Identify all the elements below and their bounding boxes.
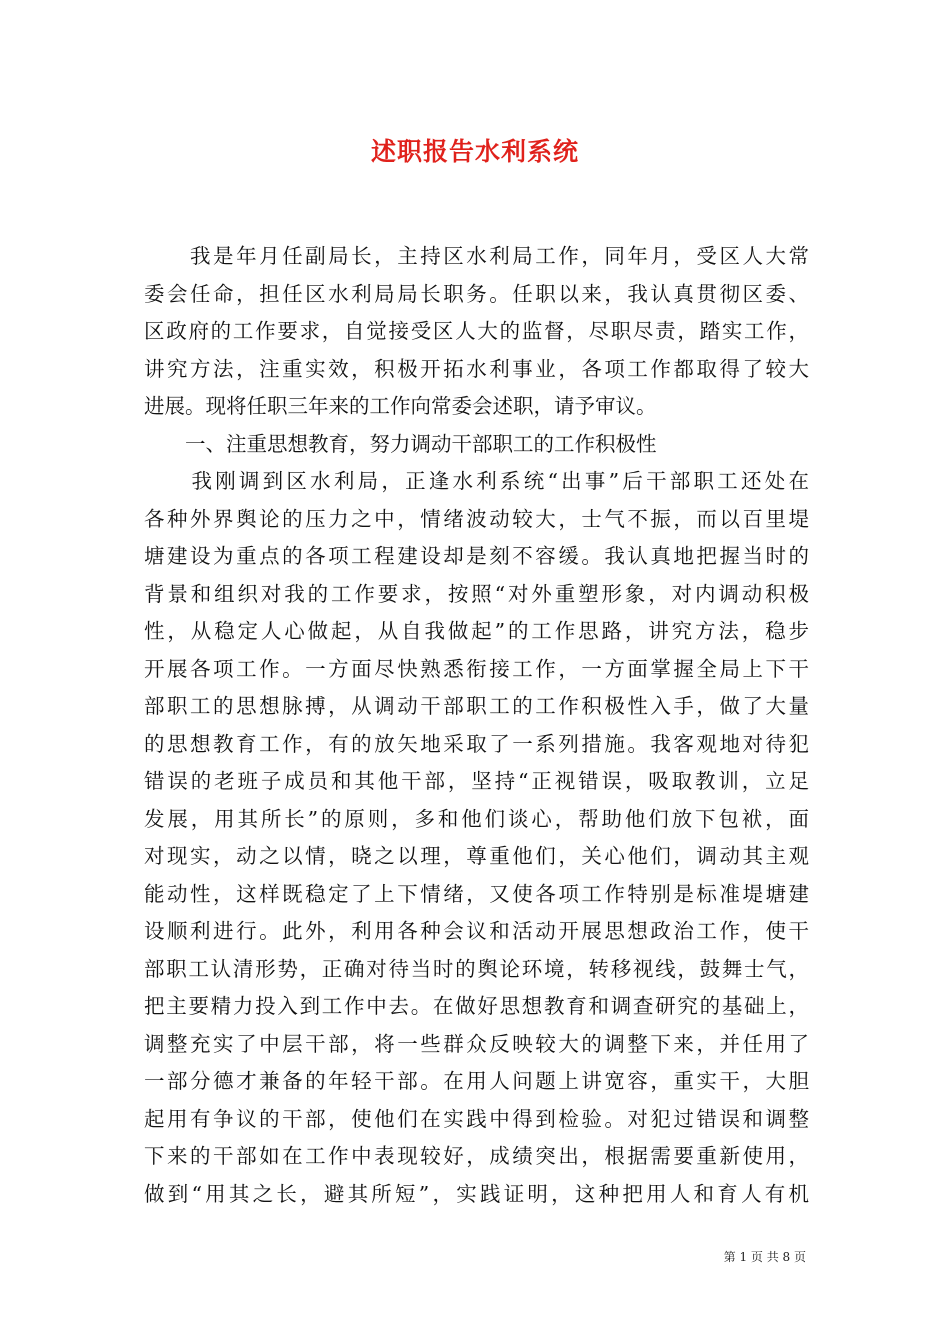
body-line: 设顺利进行。此外，利用各种会议和活动开展思想政治工作，使干 [144,919,809,943]
body-line: 下来的干部如在工作中表现较好，成绩突出，根据需要重新使用， [144,1144,809,1168]
body-line: 性，从稳定人心做起，从自我做起”的工作思路，讲究方法，稳步 [144,619,809,643]
body-line: 起用有争议的干部，使他们在实践中得到检验。对犯过错误和调整 [144,1106,809,1131]
body-line: 我刚调到区水利局，正逢水利系统“出事”后干部职工还处在 [144,469,809,493]
body-line: 进展。现将任职三年来的工作向常委会述职，请予审议。 [144,394,657,418]
document-title: 述职报告水利系统 [370,137,579,166]
body-line: 塘建设为重点的各项工程建设却是刻不容缓。我认真地把握当时的 [144,544,809,568]
body-line: 开展各项工作。一方面尽快熟悉衔接工作，一方面掌握全局上下干 [144,656,809,681]
body-line: 部职工的思想脉搏，从调动干部职工的工作积极性入手，做了大量 [144,694,809,718]
section-heading: 一、注重思想教育，努力调动干部职工的工作积极性 [144,431,657,456]
body-line: 对现实，动之以情，晓之以理，尊重他们，关心他们，调动其主观 [144,844,809,868]
body-line: 背景和组织对我的工作要求，按照“对外重塑形象，对内调动积极 [144,581,809,606]
body-line: 各种外界舆论的压力之中，情绪波动较大，士气不振，而以百里堤 [144,506,809,531]
body-line: 部职工认清形势，正确对待当时的舆论环境，转移视线，鼓舞士气， [144,956,809,981]
body-line: 错误的老班子成员和其他干部，坚持“正视错误，吸取教训，立足 [144,769,809,793]
body-line: 发展，用其所长”的原则，多和他们谈心，帮助他们放下包袱，面 [144,806,809,831]
body-line: 我是年月任副局长，主持区水利局工作，同年月，受区人大常 [144,244,809,268]
body-line: 能动性，这样既稳定了上下情绪，又使各项工作特别是标准堤塘建 [144,881,809,906]
body-line: 区政府的工作要求，自觉接受区人大的监督，尽职尽责，踏实工作， [144,319,809,343]
body-line: 讲究方法，注重实效，积极开拓水利事业，各项工作都取得了较大 [144,356,809,381]
body-line: 把主要精力投入到工作中去。在做好思想教育和调查研究的基础上， [144,994,809,1018]
body-line: 委会任命，担任区水利局局长职务。任职以来，我认真贯彻区委、 [144,281,809,306]
body-line: 的思想教育工作，有的放矢地采取了一系列措施。我客观地对待犯 [144,731,809,756]
page-number-footer: 第 1 页 共 8 页 [723,1250,806,1264]
document-body [144,238,809,1213]
body-line: 调整充实了中层干部，将一些群众反映较大的调整下来，并任用了 [144,1031,809,1056]
body-line: 做到“用其之长，避其所短”，实践证明，这种把用人和育人有机 [144,1181,809,1206]
body-line: 一部分德才兼备的年轻干部。在用人问题上讲宽容，重实干，大胆 [144,1069,809,1093]
